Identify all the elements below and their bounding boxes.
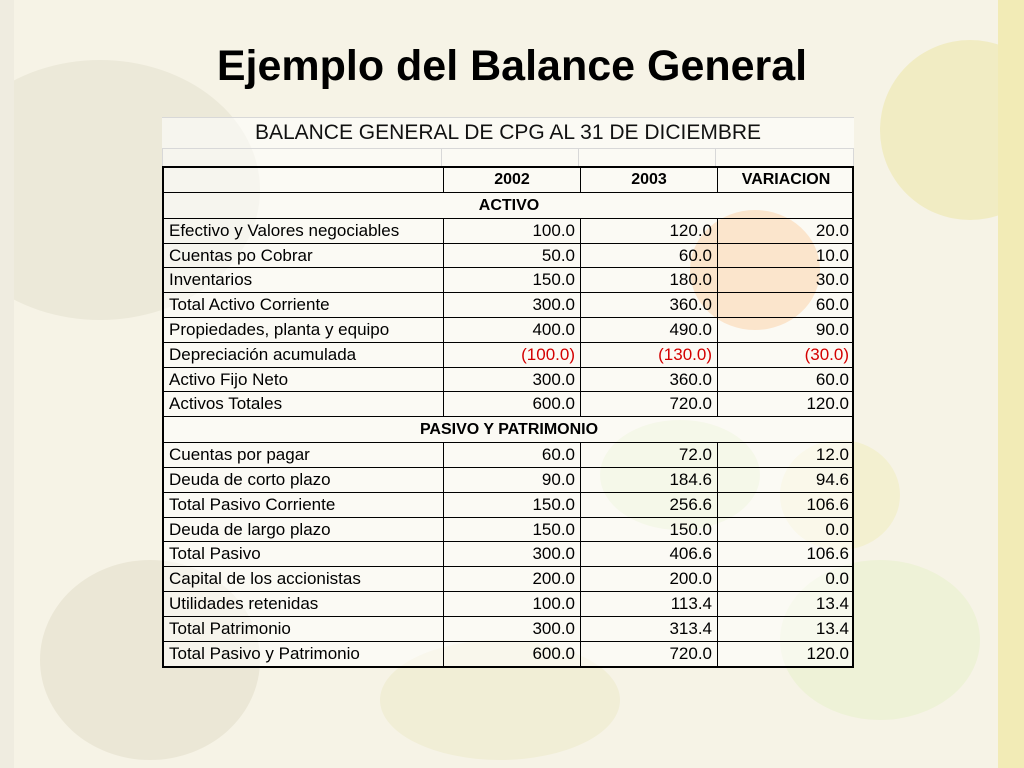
row-label-cell: Propiedades, planta y equipo bbox=[164, 318, 444, 342]
value-2003-cell: 113.4 bbox=[581, 592, 718, 616]
value-2002-cell: 150.0 bbox=[444, 493, 581, 517]
table-row bbox=[164, 567, 852, 592]
header-cell-variacion: VARIACION bbox=[741, 171, 831, 188]
row-label-cell: Activos Totales bbox=[164, 392, 444, 416]
table-row bbox=[164, 592, 852, 617]
header-cell-label bbox=[164, 168, 444, 192]
value-2003-cell: 120.0 bbox=[581, 219, 718, 243]
empty-cell bbox=[162, 149, 442, 166]
value-2003-cell: 360.0 bbox=[581, 293, 718, 317]
row-label-cell: Inventarios bbox=[164, 268, 444, 292]
value-2002-cell: 300.0 bbox=[444, 542, 581, 566]
row-label-cell: Total Pasivo y Patrimonio bbox=[164, 642, 444, 667]
row-label-cell: Utilidades retenidas bbox=[164, 592, 444, 616]
value-2003-cell: 72.0 bbox=[581, 443, 718, 467]
value-variacion-cell: 0.0 bbox=[825, 519, 849, 539]
row-label-cell: Total Patrimonio bbox=[164, 617, 444, 641]
value-2003-cell: 180.0 bbox=[581, 268, 718, 292]
value-2002-cell: 60.0 bbox=[444, 443, 581, 467]
row-label-cell: Cuentas po Cobrar bbox=[164, 244, 444, 268]
value-variacion-cell: 30.0 bbox=[815, 270, 849, 290]
table-row bbox=[164, 617, 852, 642]
value-2003-cell: 313.4 bbox=[581, 617, 718, 641]
row-label-cell: Depreciación acumulada bbox=[164, 343, 444, 367]
value-variacion-cell: 90.0 bbox=[815, 319, 849, 339]
value-2002-cell: (100.0) bbox=[444, 343, 581, 367]
empty-cell bbox=[579, 149, 716, 166]
row-label-cell: Deuda de largo plazo bbox=[164, 518, 444, 542]
value-2002-cell: 150.0 bbox=[444, 268, 581, 292]
value-variacion-cell: 12.0 bbox=[815, 445, 849, 465]
value-variacion-cell: 106.6 bbox=[806, 544, 849, 564]
section-label: ACTIVO bbox=[478, 196, 540, 214]
background-strip bbox=[0, 0, 14, 768]
value-2003-cell: 360.0 bbox=[581, 368, 718, 392]
value-variacion-cell: 120.0 bbox=[806, 394, 849, 414]
value-variacion-cell: 60.0 bbox=[815, 295, 849, 315]
value-2003-cell: (130.0) bbox=[581, 343, 718, 367]
value-2003-cell: 720.0 bbox=[581, 392, 718, 416]
value-2003-cell: 490.0 bbox=[581, 318, 718, 342]
table-row bbox=[164, 443, 852, 468]
value-2002-cell: 100.0 bbox=[444, 592, 581, 616]
table-row bbox=[164, 518, 852, 543]
row-label-cell: Activo Fijo Neto bbox=[164, 368, 444, 392]
value-variacion-cell: 20.0 bbox=[815, 220, 849, 240]
empty-cell bbox=[442, 149, 579, 166]
balance-sheet bbox=[162, 117, 854, 668]
value-2003-cell: 184.6 bbox=[581, 468, 718, 492]
table-header-row bbox=[164, 168, 852, 193]
value-variacion-cell: 13.4 bbox=[815, 618, 849, 638]
value-2003-cell: 60.0 bbox=[581, 244, 718, 268]
value-variacion-cell: 94.6 bbox=[815, 469, 849, 489]
value-2003-cell: 720.0 bbox=[581, 642, 718, 667]
value-2002-cell: 300.0 bbox=[444, 293, 581, 317]
value-variacion-cell: 10.0 bbox=[815, 245, 849, 265]
row-label-cell: Total Activo Corriente bbox=[164, 293, 444, 317]
value-2002-cell: 90.0 bbox=[444, 468, 581, 492]
table-row bbox=[164, 642, 852, 667]
table-row bbox=[164, 368, 852, 393]
value-2002-cell: 400.0 bbox=[444, 318, 581, 342]
value-variacion-cell: 120.0 bbox=[806, 643, 849, 663]
value-2002-cell: 100.0 bbox=[444, 219, 581, 243]
spreadsheet-gap-row bbox=[162, 149, 854, 166]
value-2002-cell: 300.0 bbox=[444, 617, 581, 641]
table-row bbox=[164, 542, 852, 567]
header-cell-2002: 2002 bbox=[444, 168, 581, 192]
value-2003-cell: 200.0 bbox=[581, 567, 718, 591]
table-row bbox=[164, 219, 852, 244]
row-label-cell: Total Pasivo bbox=[164, 542, 444, 566]
empty-cell bbox=[716, 149, 854, 166]
section-label: PASIVO Y PATRIMONIO bbox=[419, 421, 599, 439]
table-row bbox=[164, 343, 852, 368]
balance-table bbox=[162, 166, 854, 668]
value-variacion-cell: 0.0 bbox=[825, 569, 849, 589]
row-label-cell: Capital de los accionistas bbox=[164, 567, 444, 591]
slide-title: Ejemplo del Balance General bbox=[216, 42, 808, 90]
value-2002-cell: 300.0 bbox=[444, 368, 581, 392]
value-2002-cell: 200.0 bbox=[444, 567, 581, 591]
value-variacion-cell: 60.0 bbox=[815, 369, 849, 389]
value-2003-cell: 150.0 bbox=[581, 518, 718, 542]
background-strip bbox=[998, 0, 1024, 768]
value-variacion-cell: 106.6 bbox=[806, 494, 849, 514]
table-row bbox=[164, 293, 852, 318]
value-variacion-cell: (30.0) bbox=[804, 344, 849, 364]
section-header-row bbox=[164, 193, 852, 219]
section-header-row bbox=[164, 417, 852, 443]
table-row bbox=[164, 468, 852, 493]
table-row bbox=[164, 268, 852, 293]
row-label-cell: Efectivo y Valores negociables bbox=[164, 219, 444, 243]
value-2002-cell: 50.0 bbox=[444, 244, 581, 268]
value-2002-cell: 600.0 bbox=[444, 642, 581, 667]
value-2002-cell: 600.0 bbox=[444, 392, 581, 416]
value-2003-cell: 256.6 bbox=[581, 493, 718, 517]
table-row bbox=[164, 493, 852, 518]
header-cell-2003: 2003 bbox=[581, 168, 718, 192]
value-2002-cell: 150.0 bbox=[444, 518, 581, 542]
table-row bbox=[164, 392, 852, 417]
value-variacion-cell: 13.4 bbox=[815, 593, 849, 613]
table-row bbox=[164, 244, 852, 269]
row-label-cell: Total Pasivo Corriente bbox=[164, 493, 444, 517]
value-2003-cell: 406.6 bbox=[581, 542, 718, 566]
row-label-cell: Deuda de corto plazo bbox=[164, 468, 444, 492]
row-label-cell: Cuentas por pagar bbox=[164, 443, 444, 467]
table-row bbox=[164, 318, 852, 343]
table-title: BALANCE GENERAL DE CPG AL 31 DE DICIEMBRE bbox=[162, 117, 854, 149]
